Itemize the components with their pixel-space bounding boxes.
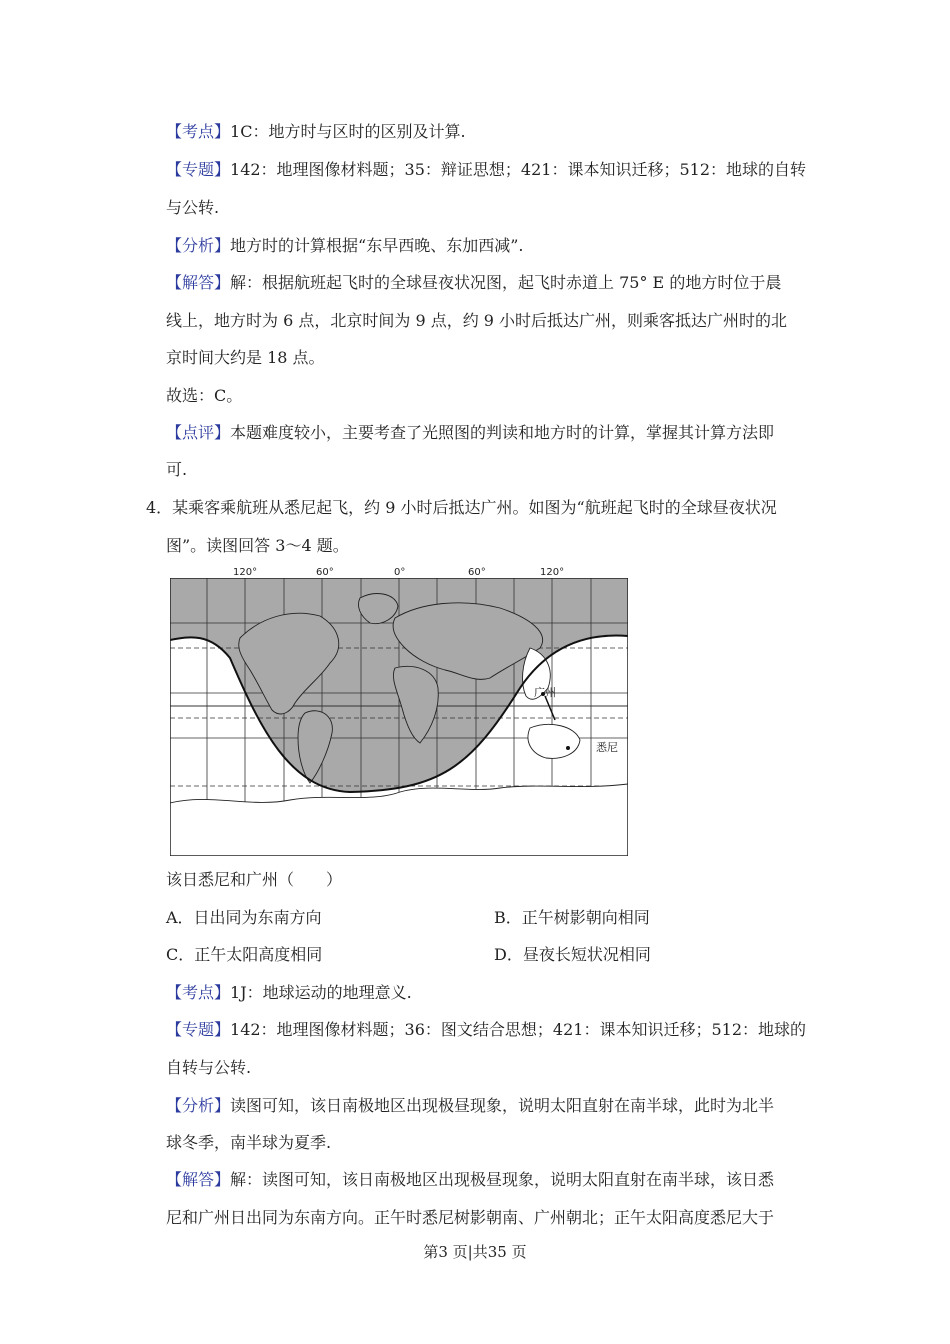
q4-jieda-cont: 尼和广州日出同为东南方向。正午时悉尼树影朝南、广州朝北；正午太阳高度悉尼大于 [166, 1208, 775, 1227]
guangzhou-label: 广州 [534, 686, 556, 699]
antarctica [170, 784, 628, 856]
q3-kaodian: 【考点】1C：地方时与区时的区别及计算. [166, 122, 466, 141]
page-footer: 第3 页|共35 页 [423, 1243, 527, 1261]
tag-zhuanti: 【专题】 [166, 1020, 231, 1039]
q3-answer: 故选：C。 [166, 386, 243, 405]
q4-jieda: 【解答】解：读图可知，该日南极地区出现极昼现象，说明太阳直射在南半球，该日悉 [166, 1170, 775, 1189]
tag-fenxi: 【分析】 [166, 236, 231, 255]
q3-zhuanti: 【专题】142：地理图像材料题；35：辩证思想；421：课本知识迁移；512：地球的自转 [166, 160, 806, 179]
q3-jieda: 【解答】解：根据航班起飞时的全球昼夜状况图，起飞时赤道上 75° E 的地方时位于晨 [166, 273, 782, 292]
tag-kaodian: 【考点】 [166, 983, 231, 1002]
tag-jieda: 【解答】 [166, 1170, 231, 1189]
q4-question: 该日悉尼和广州（ ） [166, 870, 343, 889]
q3-dianping: 【点评】本题难度较小，主要考查了光照图的判读和地方时的计算，掌握其计算方法即 [166, 423, 775, 442]
option-b[interactable]: B．正午树影朝向相同 [494, 908, 650, 927]
q4-kaodian: 【考点】1J：地球运动的地理意义. [166, 983, 412, 1002]
day-night-world-map [170, 578, 628, 856]
tag-jieda: 【解答】 [166, 273, 231, 292]
q3-jieda-line3: 京时间大约是 18 点。 [166, 348, 325, 367]
sydney-label: 悉尼 [596, 741, 618, 754]
q3-zhuanti-cont: 与公转. [166, 198, 220, 217]
tag-zhuanti: 【专题】 [166, 160, 231, 179]
q4-zhuanti: 【专题】142：地理图像材料题；36：图文结合思想；421：课本知识迁移；512：地球的 [166, 1020, 806, 1039]
q4-fenxi-cont: 球冬季，南半球为夏季. [166, 1133, 332, 1152]
q3-jieda-line2: 线上，地方时为 6 点，北京时间为 9 点，约 9 小时后抵达广州，则乘客抵达广州时的北 [166, 311, 788, 330]
sydney-marker [566, 746, 570, 750]
q3-dianping-cont: 可. [166, 460, 188, 479]
tag-kaodian: 【考点】 [166, 122, 231, 141]
option-c[interactable]: C．正午太阳高度相同 [166, 945, 323, 964]
q4-stem: 4．某乘客乘航班从悉尼起飞，约 9 小时后抵达广州。如图为“航班起飞时的全球昼夜状况 [146, 498, 777, 517]
q4-zhuanti-cont: 自转与公转. [166, 1058, 252, 1077]
degree-label: 120° [540, 567, 565, 578]
degree-label: 60° [468, 567, 486, 578]
degree-label: 120° [233, 567, 258, 578]
tag-dianping: 【点评】 [166, 423, 231, 442]
tag-fenxi: 【分析】 [166, 1096, 231, 1115]
q4-stem-cont: 图”。读图回答 3～4 题。 [166, 536, 349, 555]
option-a[interactable]: A．日出同为东南方向 [166, 908, 322, 927]
degree-label: 60° [316, 567, 334, 578]
option-d[interactable]: D．昼夜长短状况相同 [494, 945, 651, 964]
q4-fenxi: 【分析】读图可知，该日南极地区出现极昼现象，说明太阳直射在南半球，此时为北半 [166, 1096, 775, 1115]
q3-fenxi: 【分析】地方时的计算根据“东早西晚、东加西减”. [166, 236, 524, 255]
degree-label: 0° [394, 567, 406, 578]
australia [528, 724, 580, 758]
